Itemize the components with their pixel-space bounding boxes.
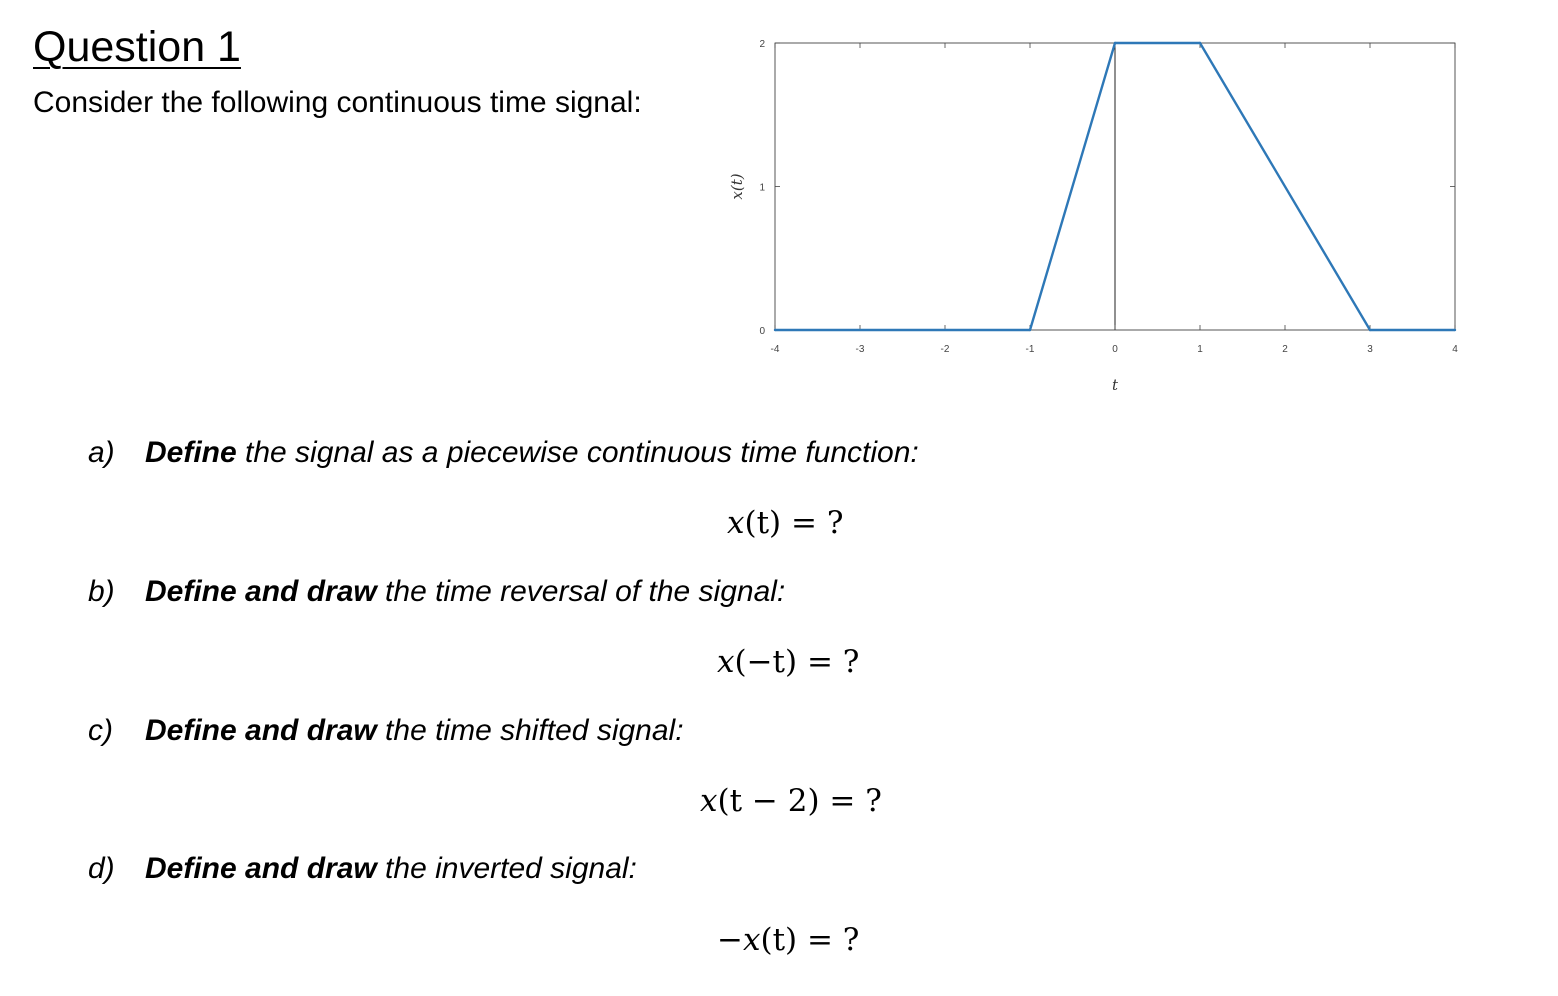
signal-point	[1454, 329, 1456, 331]
equation-b-lhs: x	[717, 644, 735, 680]
equation-a-rest: (t) = ?	[744, 505, 844, 541]
question-title: Question 1	[33, 23, 241, 71]
y-tick-label: 0	[759, 326, 765, 337]
equation-d-lhs: −x	[717, 922, 761, 958]
y-tick-label: 1	[759, 182, 765, 194]
signal-point	[1114, 42, 1116, 44]
part-d	[88, 849, 637, 889]
part-d-bold: Define and draw	[145, 852, 377, 885]
part-d-text: the inverted signal:	[376, 852, 637, 885]
equation-d-rest: (t) = ?	[760, 922, 860, 958]
signal-point	[774, 329, 776, 331]
x-tick-label: -1	[1025, 344, 1035, 355]
part-b	[88, 572, 785, 612]
equation-c	[700, 781, 882, 821]
signal-point	[1029, 329, 1031, 331]
part-b-text: the time reversal of the signal:	[376, 575, 786, 608]
part-c-bold: Define and draw	[145, 714, 377, 747]
equation-c-lhs: x	[700, 783, 718, 819]
part-a	[88, 433, 919, 473]
x-tick-label: 4	[1452, 344, 1458, 355]
part-d-letter: d)	[88, 852, 115, 885]
signal-point	[1369, 329, 1371, 331]
y-tick-label: 2	[759, 39, 765, 50]
part-b-bold: Define and draw	[145, 575, 377, 608]
x-tick-label: 3	[1367, 344, 1373, 355]
x-tick-label: 0	[1112, 344, 1118, 355]
part-a-letter: a)	[88, 436, 115, 469]
x-tick-label: -2	[940, 344, 950, 355]
equation-a	[727, 503, 843, 543]
part-c-letter: c)	[88, 714, 113, 747]
x-tick-label: -4	[770, 344, 780, 355]
signal-point	[1199, 42, 1201, 44]
x-tick-label: 1	[1197, 344, 1203, 355]
x-tick-label: -3	[855, 344, 865, 355]
part-a-text: the signal as a piecewise continuous time function:	[236, 436, 919, 469]
equation-d	[717, 920, 859, 960]
part-b-letter: b)	[88, 575, 115, 608]
equation-b	[717, 642, 859, 682]
intro-text: Consider the following continuous time signal:	[33, 86, 642, 119]
equation-c-rest: (t − 2) = ?	[717, 783, 882, 819]
part-a-bold: Define	[145, 436, 237, 469]
equation-a-lhs: x	[727, 505, 745, 541]
y-axis-label: x(t)	[728, 173, 746, 200]
equation-b-rest: (−t) = ?	[734, 644, 860, 680]
part-c	[88, 711, 684, 751]
x-axis-label: t	[1111, 376, 1119, 394]
x-tick-label: 2	[1282, 344, 1288, 355]
signal-plot	[720, 30, 1480, 410]
part-c-text: the time shifted signal:	[376, 714, 684, 747]
